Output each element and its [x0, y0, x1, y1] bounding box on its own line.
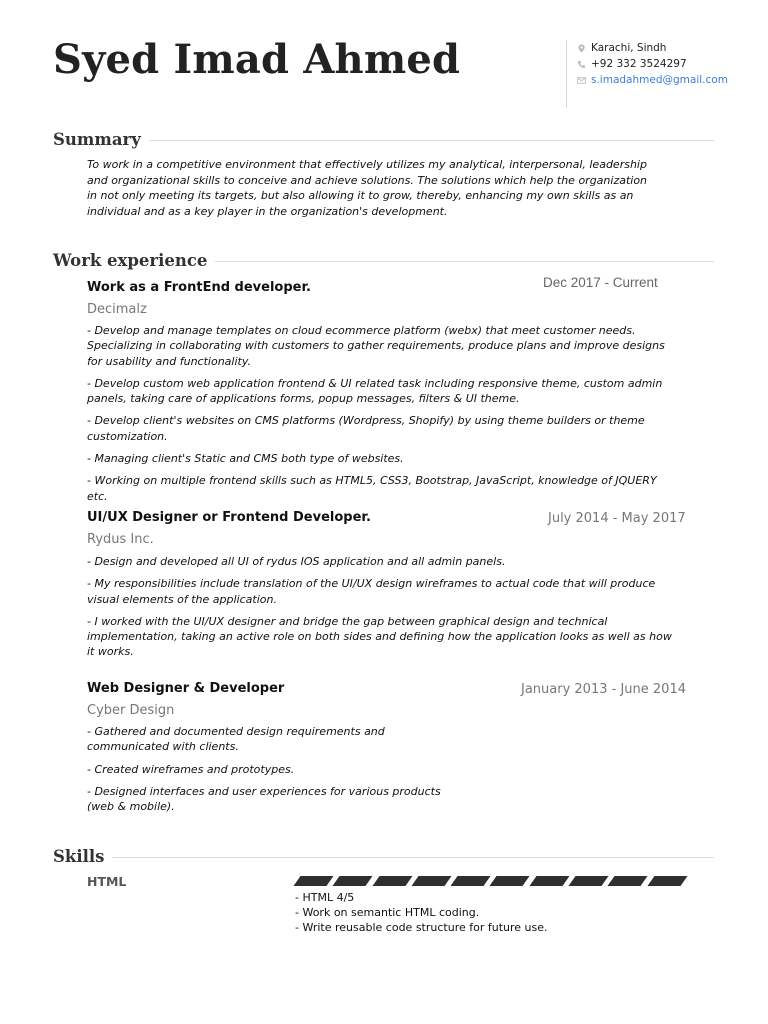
- candidate-name: Syed Imad Ahmed: [53, 36, 461, 83]
- summary-heading: Summary: [53, 130, 149, 149]
- location-text: Karachi, Sindh: [591, 42, 667, 54]
- job-date: Dec 2017 - Current: [543, 275, 658, 290]
- skill-level-segment: [569, 876, 609, 886]
- summary-text: To work in a competitive environment that effectively utilizes my analytical, interpersonal, leadership and organizational skills to conceive and achieve solutions. The solutions which help the organization in not only meeting its targets, but also allowing it to grow, thereby, enhancing my own skills as an individual and as a key player in the organization's development.: [87, 158, 648, 218]
- skill-level-bar: [297, 876, 684, 886]
- job-bullet: - Gathered and documented design requirements and communicated with clients.: [87, 725, 385, 754]
- job-company: Decimalz: [87, 302, 147, 317]
- job-bullet: - Working on multiple frontend skills such as HTML5, CSS3, Bootstrap, JavaScript, knowledge of JQUERY etc.: [87, 474, 657, 503]
- job-bullets: [87, 554, 677, 667]
- skill-level-segment: [529, 876, 569, 886]
- skill-notes: [295, 890, 548, 935]
- contact-info: [566, 40, 728, 108]
- location-pin-icon: [575, 42, 587, 54]
- skill-level-segment: [411, 876, 451, 886]
- job-bullet: - Designed interfaces and user experiences for various products (web & mobile).: [87, 784, 441, 814]
- job-date: January 2013 - June 2014: [521, 682, 686, 697]
- job-title: UI/UX Designer or Frontend Developer.: [87, 510, 371, 525]
- job-title: Work as a FrontEnd developer.: [87, 280, 311, 295]
- contact-phone: [575, 56, 728, 72]
- job-company: Rydus Inc.: [87, 532, 154, 547]
- job-company: Cyber Design: [87, 703, 175, 718]
- envelope-icon: [575, 74, 587, 86]
- job-title: Web Designer & Developer: [87, 681, 285, 696]
- skill-level-segment: [647, 876, 687, 886]
- job-bullets: [87, 724, 449, 821]
- skill-note: - Work on semantic HTML coding.: [295, 906, 480, 919]
- job-bullet: - My responsibilities include translation of the UI/UX design wireframes to actual code that will produce visual elements of the application.: [87, 577, 656, 606]
- job-bullet: - Develop and manage templates on cloud ecommerce platform (webx) that meet customer needs. Specializing in collaborating with customers to gather requirements, produce plans and improve designs for usability and functionality.: [87, 324, 665, 368]
- work-divider: [150, 261, 714, 262]
- job-bullet: - Created wireframes and prototypes.: [87, 762, 295, 776]
- job-bullets: [87, 323, 677, 511]
- skill-level-segment: [372, 876, 412, 886]
- contact-location: [575, 40, 728, 56]
- phone-icon: [575, 58, 587, 70]
- skills-divider: [90, 857, 714, 858]
- phone-text: +92 332 3524297: [591, 58, 687, 70]
- job-bullet: - Managing client's Static and CMS both type of websites.: [87, 452, 404, 466]
- contact-email[interactable]: [575, 72, 728, 88]
- email-link[interactable]: s.imadahmed@gmail.com: [591, 74, 728, 86]
- job-bullet: - Develop client's websites on CMS platforms (Wordpress, Shopify) by using theme builders or theme customization.: [87, 414, 645, 443]
- job-bullet: - Design and developed all UI of rydus IOS application and all admin panels.: [87, 555, 506, 568]
- skill-note: - Write reusable code structure for future use.: [295, 921, 548, 934]
- skill-name: HTML: [87, 874, 127, 889]
- work-heading: Work experience: [53, 251, 215, 270]
- skills-heading: Skills: [53, 847, 112, 866]
- skill-level-segment: [490, 876, 530, 886]
- job-date: July 2014 - May 2017: [548, 511, 686, 526]
- skill-level-segment: [451, 876, 491, 886]
- job-bullet: - Develop custom web application frontend & UI related task including responsive theme, custom admin panels, taking care of applications forms, popup messages, filters & UI theme.: [87, 376, 663, 406]
- skill-level-segment: [293, 876, 333, 886]
- skill-level-segment: [333, 876, 373, 886]
- summary-divider: [100, 140, 714, 141]
- skill-note: - HTML 4/5: [295, 891, 355, 904]
- job-bullet: - I worked with the UI/UX designer and bridge the gap between graphical design and technical implementation, taking an active role on both sides and defining how the application looks as well as how it works.: [87, 614, 672, 659]
- skill-level-segment: [608, 876, 648, 886]
